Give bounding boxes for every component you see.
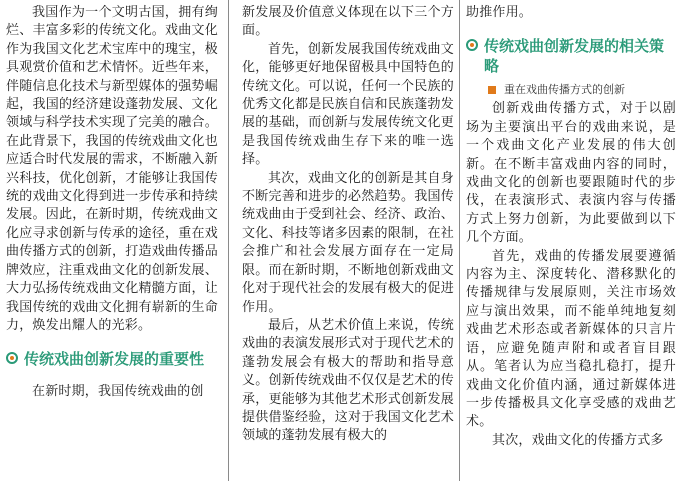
sub-heading: [488, 82, 676, 98]
column-2: [242, 4, 454, 446]
column-1: [6, 4, 218, 402]
column-3: [466, 4, 676, 450]
circle-bullet-icon: [6, 352, 18, 364]
circle-bullet-icon: [466, 39, 478, 51]
sub-heading-text: 重在戏曲传播方式的创新: [504, 83, 625, 97]
section-heading-text: 传统戏曲创新发展的相关策略: [484, 37, 665, 76]
column-divider: [228, 0, 229, 481]
paragraph: 创新戏曲传播方式，对于以剧场为主要演出平台的戏曲来说，是一个戏曲文化产业发展的伟大创新。在不断丰富戏曲内容的同时，戏曲文化的创新也要跟随时代的步伐，在表演形式、表演内容与传播方式上努力创新，为此要做到以下几个方面。: [466, 101, 676, 246]
section-heading: [6, 349, 218, 369]
paragraph: 在新时期，我国传统戏曲的创: [32, 384, 204, 400]
paragraph: 最后，从艺术价值上来说，传统戏曲的表演发展形式对于现代艺术的蓬勃发展会有极大的帮助和指导意义。创新传统戏曲不仅仅是艺术的传承，更能够为其他艺术形式创新发展提供借鉴经验，这对于我国文化艺术领域的蓬勃发展有极大的: [242, 317, 454, 444]
section-heading-text: 传统戏曲创新发展的重要性: [24, 350, 205, 369]
paragraph: 其次，戏曲文化的传播方式多: [492, 432, 664, 448]
paragraph: 首先，创新发展我国传统戏曲文化，能够更好地保留极具中国特色的传统文化。可以说，任何一个民族的优秀文化都是民族自信和民族蓬勃发展的基础，而创新与发展传统文化更是我国传统戏曲生存下来的唯一选择。: [242, 41, 454, 168]
paragraph: 我国作为一个文明古国，拥有绚烂、丰富多彩的传统文化。戏曲文化作为我国文化艺术宝库中的瑰宝，极具观赏价值和艺术情怀。近些年来，伴随信息化技术与新型媒体的强势崛起，我国的经济建设蓬勃发展、文化领域与科学技术实现了完美的融合。在此背景下，我国的传统戏曲文化也应适合时代发展的需求，不断融入新兴科技，优化创新，才能够让我国传统的戏曲文化得到进一步传承和持续发展。因此，在新时期，传统戏曲文化应寻求创新与传承的途径，重在戏曲传播方式的创新，打造戏曲传播品牌效应，注重戏曲文化的创新发展、大力弘扬传统戏曲文化精髓方面，让我国传统的戏曲文化拥有崭新的生命力，焕发出耀人的光彩。: [6, 5, 218, 333]
paragraph: 新发展及价值意义体现在以下三个方面。: [242, 5, 454, 39]
section-heading: [466, 36, 676, 76]
paragraph: 其次，戏曲文化的创新是其自身不断完善和进步的必然趋势。我国传统戏曲由于受到社会、经济、政治、文化、科技等诸多因素的限制，在社会推广和社会发展方面存在一定局限。而在新时期，不断地创新戏曲文化对于现代社会的发展有极大的促进作用。: [242, 170, 454, 315]
square-bullet-icon: [488, 86, 496, 94]
column-divider: [459, 0, 460, 481]
paragraph: 首先，戏曲的传播发展要遵循内容为主、深度转化、潜移默化的传播规律与发展原则，关注市场效应与演出效果，而不能单纯地复刻戏曲艺术形态或者新媒体的只言片语，应避免随声附和或者盲目跟从。笔者认为应当稳扎稳打，提升戏曲文化价值内涵，通过新媒体进一步传播极具文化享受感的戏曲艺术。: [466, 248, 676, 430]
paragraph: 助推作用。: [466, 5, 533, 20]
